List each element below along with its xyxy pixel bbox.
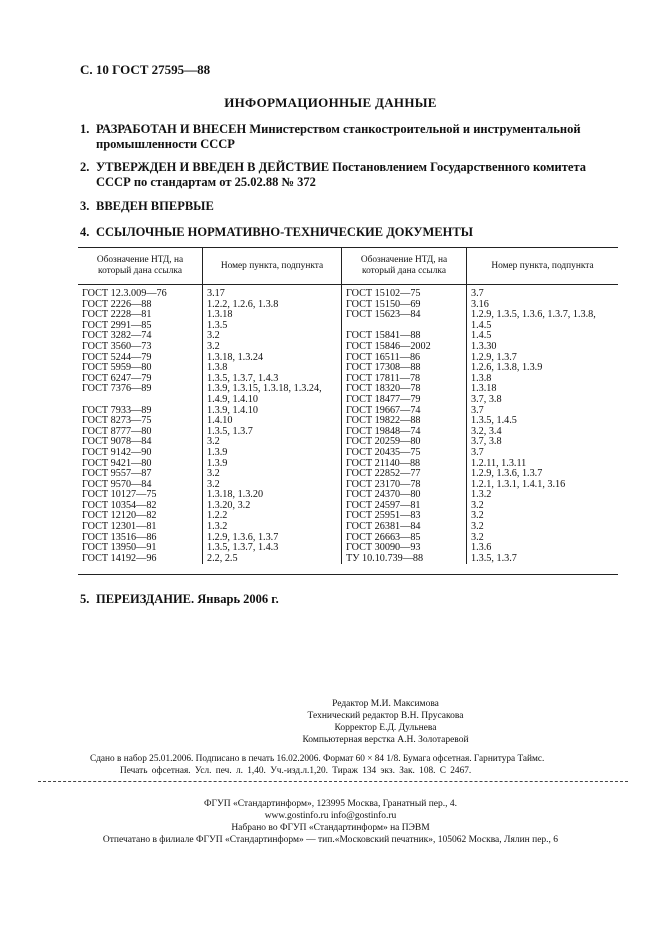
- table-cell-line: 1.3.30: [471, 340, 497, 352]
- info-item-1: [80, 122, 620, 152]
- table-cell-line: ГОСТ 9557—87: [82, 468, 152, 480]
- item-number: 2.: [80, 160, 90, 174]
- column-header-document: Обозначение НТД, на который дана ссылка: [342, 248, 467, 285]
- table-cell-line: 1.2.9, 1.3.7: [471, 351, 517, 363]
- table-cell-line: ГОСТ 22852—77: [346, 468, 421, 480]
- table-cell-line: ГОСТ 3282—74: [82, 330, 152, 342]
- table-cell-line: ГОСТ 10354—82: [82, 499, 157, 511]
- table-cell-line: ГОСТ 24597—81: [346, 499, 421, 511]
- column-header-point: Номер пункта, подпункта: [467, 248, 619, 285]
- table-cell-line: ГОСТ 15623—84: [346, 309, 421, 321]
- table-row: [78, 285, 618, 565]
- table-cell-line: 3.2: [207, 468, 220, 480]
- item-heading: ВВЕДЕН ВПЕРВЫЕ: [96, 199, 214, 213]
- table-cell-line: ГОСТ 8777—80: [82, 425, 152, 437]
- table-cell-line: 1.3.8: [471, 372, 492, 384]
- left-docs-column: [78, 285, 203, 565]
- table-cell-line: 3.2: [471, 499, 484, 511]
- table-cell-line: 1.3.5: [207, 319, 228, 331]
- table-cell-line: ГОСТ 12.3.009—76: [82, 288, 167, 299]
- table-cell-line: 3.2: [207, 330, 220, 342]
- table-cell-line: ГОСТ 23170—78: [346, 478, 421, 490]
- table-cell-line: ГОСТ 19848—74: [346, 425, 421, 437]
- item-heading: ССЫЛОЧНЫЕ НОРМАТИВНО-ТЕХНИЧЕСКИЕ ДОКУМЕНТЫ: [96, 225, 473, 239]
- table-cell-line: ГОСТ 13516—86: [82, 531, 157, 543]
- table-cell-line: 1.3.9: [207, 457, 228, 469]
- table-cell-line: 1.4.9, 1.4.10: [207, 393, 258, 405]
- table-cell-line: ГОСТ 15102—75: [346, 288, 421, 299]
- corrector-line: Корректор Е.Д. Дульнева: [334, 723, 437, 733]
- footer-web: www.gostinfo.ru info@gostinfo.ru: [264, 811, 397, 821]
- info-item-3: [80, 199, 620, 214]
- table-cell-line: ГОСТ 18477—79: [346, 393, 421, 405]
- table-cell-line: ГОСТ 24370—80: [346, 489, 421, 501]
- dashed-divider: [38, 781, 628, 782]
- table-cell-line: ГОСТ 15841—88: [346, 330, 421, 342]
- table-cell-line: ГОСТ 5959—80: [82, 362, 152, 374]
- table-cell-line: 1.3.5, 1.4.5: [471, 415, 517, 427]
- info-item-5: [80, 592, 620, 607]
- item-number: 1.: [80, 122, 90, 136]
- table-cell-line: ГОСТ 9078—84: [82, 436, 152, 448]
- info-item-2: [80, 160, 620, 190]
- table-cell-line: 1.3.6: [471, 542, 492, 554]
- table-cell-line: ГОСТ 2228—81: [82, 309, 152, 321]
- section-title: ИНФОРМАЦИОННЫЕ ДАННЫЕ: [224, 95, 437, 110]
- table-cell-line: 1.3.18, 1.3.20: [207, 489, 264, 501]
- table-cell-line: ГОСТ 5244—79: [82, 351, 152, 363]
- table-cell-line: ГОСТ 16511—86: [346, 351, 421, 363]
- table-cell-line: ГОСТ 14192—96: [82, 552, 157, 564]
- table-cell-line: 3.2: [471, 510, 484, 522]
- table-cell-line: ГОСТ 15150—69: [346, 298, 421, 310]
- table-cell-line: ГОСТ 9570—84: [82, 478, 152, 490]
- table-cell-line: 3.7: [471, 446, 484, 458]
- table-bottom-rule: [78, 574, 618, 575]
- item-heading: УТВЕРЖДЕН И ВВЕДЕН В ДЕЙСТВИЕ: [96, 160, 330, 174]
- table-cell-line: 2.2, 2.5: [207, 552, 238, 564]
- table-cell-line: ГОСТ 19667—74: [346, 404, 421, 416]
- item-number: 5.: [80, 592, 90, 606]
- table-cell-line: ГОСТ 7376—89: [82, 383, 152, 395]
- table-cell-line: 1.3.9, 1.4.10: [207, 404, 258, 416]
- table-cell-line: 1.4.10: [207, 415, 233, 427]
- table-cell-line: 1.3.8: [207, 362, 228, 374]
- table-cell-line: 1.3.18: [471, 383, 497, 395]
- table-cell-line: ГОСТ 12301—81: [82, 521, 157, 533]
- table-cell-line: 3.2: [471, 531, 484, 543]
- table-cell-line: 1.2.9, 1.3.5, 1.3.6, 1.3.7, 1.3.8,: [471, 309, 596, 321]
- column-header-document: Обозначение НТД, на который дана ссылка: [78, 248, 203, 285]
- table-cell-line: 1.3.18: [207, 309, 233, 321]
- table-cell-line: 3.7, 3.8: [471, 436, 502, 448]
- tech-editor-line: Технический редактор В.Н. Прусакова: [307, 711, 464, 721]
- item-text: Постановлением Государственного комитета СССР по стандартам от 25.02.88 № 372: [96, 160, 586, 189]
- table-cell-line: ГОСТ 2991—85: [82, 319, 152, 331]
- layout-line: Компьютерная верстка А.Н. Золотаревой: [302, 735, 469, 745]
- table-cell-line: 3.2, 3.4: [471, 425, 502, 437]
- table-cell-line: ГОСТ 12120—82: [82, 510, 157, 522]
- table-cell-line: 1.3.18, 1.3.24: [207, 351, 264, 363]
- table-cell-line: ГОСТ 21140—88: [346, 457, 421, 469]
- editors-block: [0, 698, 661, 746]
- table-cell-line: 1.4.5: [471, 319, 492, 331]
- print-info-line-1: Сдано в набор 25.01.2006. Подписано в печать 16.02.2006. Формат 60 × 84 1/8. Бумага офсетная. Гарнитура Таймс.: [90, 754, 545, 764]
- table-cell-line: 1.3.5, 1.3.7, 1.4.3: [207, 372, 279, 384]
- left-points-column: [203, 285, 342, 565]
- info-item-4: [80, 225, 620, 240]
- table-cell-line: ГОСТ 20435—75: [346, 446, 421, 458]
- table-cell-line: 1.3.2: [207, 521, 228, 533]
- item-heading: РАЗРАБОТАН И ВНЕСЕН: [96, 122, 247, 136]
- table-cell-line: 3.2: [207, 478, 220, 490]
- table-cell-line: ГОСТ 17811—78: [346, 372, 421, 384]
- table-cell-line: 1.2.2: [207, 510, 228, 522]
- table-cell-line: ГОСТ 7933—89: [82, 404, 152, 416]
- table-cell-line: ГОСТ 15846—2002: [346, 340, 431, 352]
- table-cell-line: 1.3.9: [207, 446, 228, 458]
- table-cell-line: ГОСТ 17308—88: [346, 362, 421, 374]
- table-cell-line: 1.3.5, 1.3.7: [471, 552, 517, 564]
- item-text: Январь 2006 г.: [197, 592, 279, 606]
- reference-documents-table: [78, 247, 618, 564]
- editor-line: Редактор М.И. Максимова: [332, 699, 439, 709]
- item-heading: ПЕРЕИЗДАНИЕ.: [96, 592, 195, 606]
- table-cell-line: 3.2: [471, 521, 484, 533]
- table-cell-line: ГОСТ 30090—93: [346, 542, 421, 554]
- table-cell-line: 1.3.20, 3.2: [207, 499, 251, 511]
- table-cell-line: [82, 395, 202, 406]
- footer-printed: Отпечатано в филиале ФГУП «Стандартинформ» — тип.«Московский печатник», 105062 Москва, Лялин пер., 6: [102, 835, 559, 845]
- table-cell-line: 3.7: [471, 404, 484, 416]
- table-cell-line: ГОСТ 6247—79: [82, 372, 152, 384]
- table-cell-line: 1.3.2: [471, 489, 492, 501]
- table-cell-line: ГОСТ 18320—78: [346, 383, 421, 395]
- table-cell-line: 1.2.11, 1.3.11: [471, 457, 527, 469]
- table-cell-line: 3.7, 3.8: [471, 393, 502, 405]
- footer-address: ФГУП «Стандартинформ», 123995 Москва, Гранатный пер., 4.: [203, 799, 458, 809]
- table-cell-line: ГОСТ 13950—91: [82, 542, 157, 554]
- table-cell-line: 3.2: [207, 340, 220, 352]
- table-cell-line: 1.3.5, 1.3.7: [207, 425, 253, 437]
- item-number: 3.: [80, 199, 90, 213]
- table-cell-line: 1.3.5, 1.3.7, 1.4.3: [207, 542, 279, 554]
- table-cell-line: ГОСТ 20259—80: [346, 436, 421, 448]
- item-text: Министерством станкостроительной и инструментальной промышленности СССР: [96, 122, 581, 151]
- table-cell-line: ТУ 10.10.739—88: [346, 552, 424, 564]
- table-cell-line: 1.2.9, 1.3.6, 1.3.7: [207, 531, 279, 543]
- table-cell-line: 1.2.1, 1.3.1, 1.4.1, 3.16: [471, 478, 566, 490]
- table-header-row: [78, 248, 618, 285]
- table-cell-line: ГОСТ 8273—75: [82, 415, 152, 427]
- table-cell-line: 1.2.6, 1.3.8, 1.3.9: [471, 362, 543, 374]
- table-cell-line: ГОСТ 9142—90: [82, 446, 152, 458]
- column-header-point: Номер пункта, подпункта: [203, 248, 342, 285]
- table-cell-line: ГОСТ 25951—83: [346, 510, 421, 522]
- table-cell-line: ГОСТ 19822—88: [346, 415, 421, 427]
- table-cell-line: ГОСТ 3560—73: [82, 340, 152, 352]
- table-cell-line: 3.17: [207, 288, 225, 299]
- table-cell-line: 3.7: [471, 288, 484, 299]
- table-cell-line: ГОСТ 26663—85: [346, 531, 421, 543]
- table-cell-line: ГОСТ 26381—84: [346, 521, 421, 533]
- right-points-column: [467, 285, 619, 565]
- print-info-line-2: Печать офсетная. Усл. печ. л. 1,40. Уч.-изд.л.1,20. Тираж 134 экз. Зак. 108. С 2467.: [120, 766, 472, 776]
- table-cell-line: ГОСТ 9421—80: [82, 457, 152, 469]
- table-cell-line: 1.2.9, 1.3.6, 1.3.7: [471, 468, 543, 480]
- table-cell-line: 1.3.9, 1.3.15, 1.3.18, 1.3.24,: [207, 383, 322, 395]
- table-cell-line: ГОСТ 10127—75: [82, 489, 157, 501]
- table-cell-line: ГОСТ 2226—88: [82, 298, 152, 310]
- page-header: С. 10 ГОСТ 27595—88: [80, 62, 211, 77]
- right-docs-column: [342, 285, 467, 565]
- table-cell-line: 1.4.5: [471, 330, 492, 342]
- table-cell-line: 1.2.2, 1.2.6, 1.3.8: [207, 298, 279, 310]
- publisher-footer: [0, 798, 661, 846]
- table-cell-line: 3.16: [471, 298, 489, 310]
- item-number: 4.: [80, 225, 90, 239]
- table-cell-line: 3.2: [207, 436, 220, 448]
- footer-typeset: Набрано во ФГУП «Стандартинформ» на ПЭВМ: [231, 823, 430, 833]
